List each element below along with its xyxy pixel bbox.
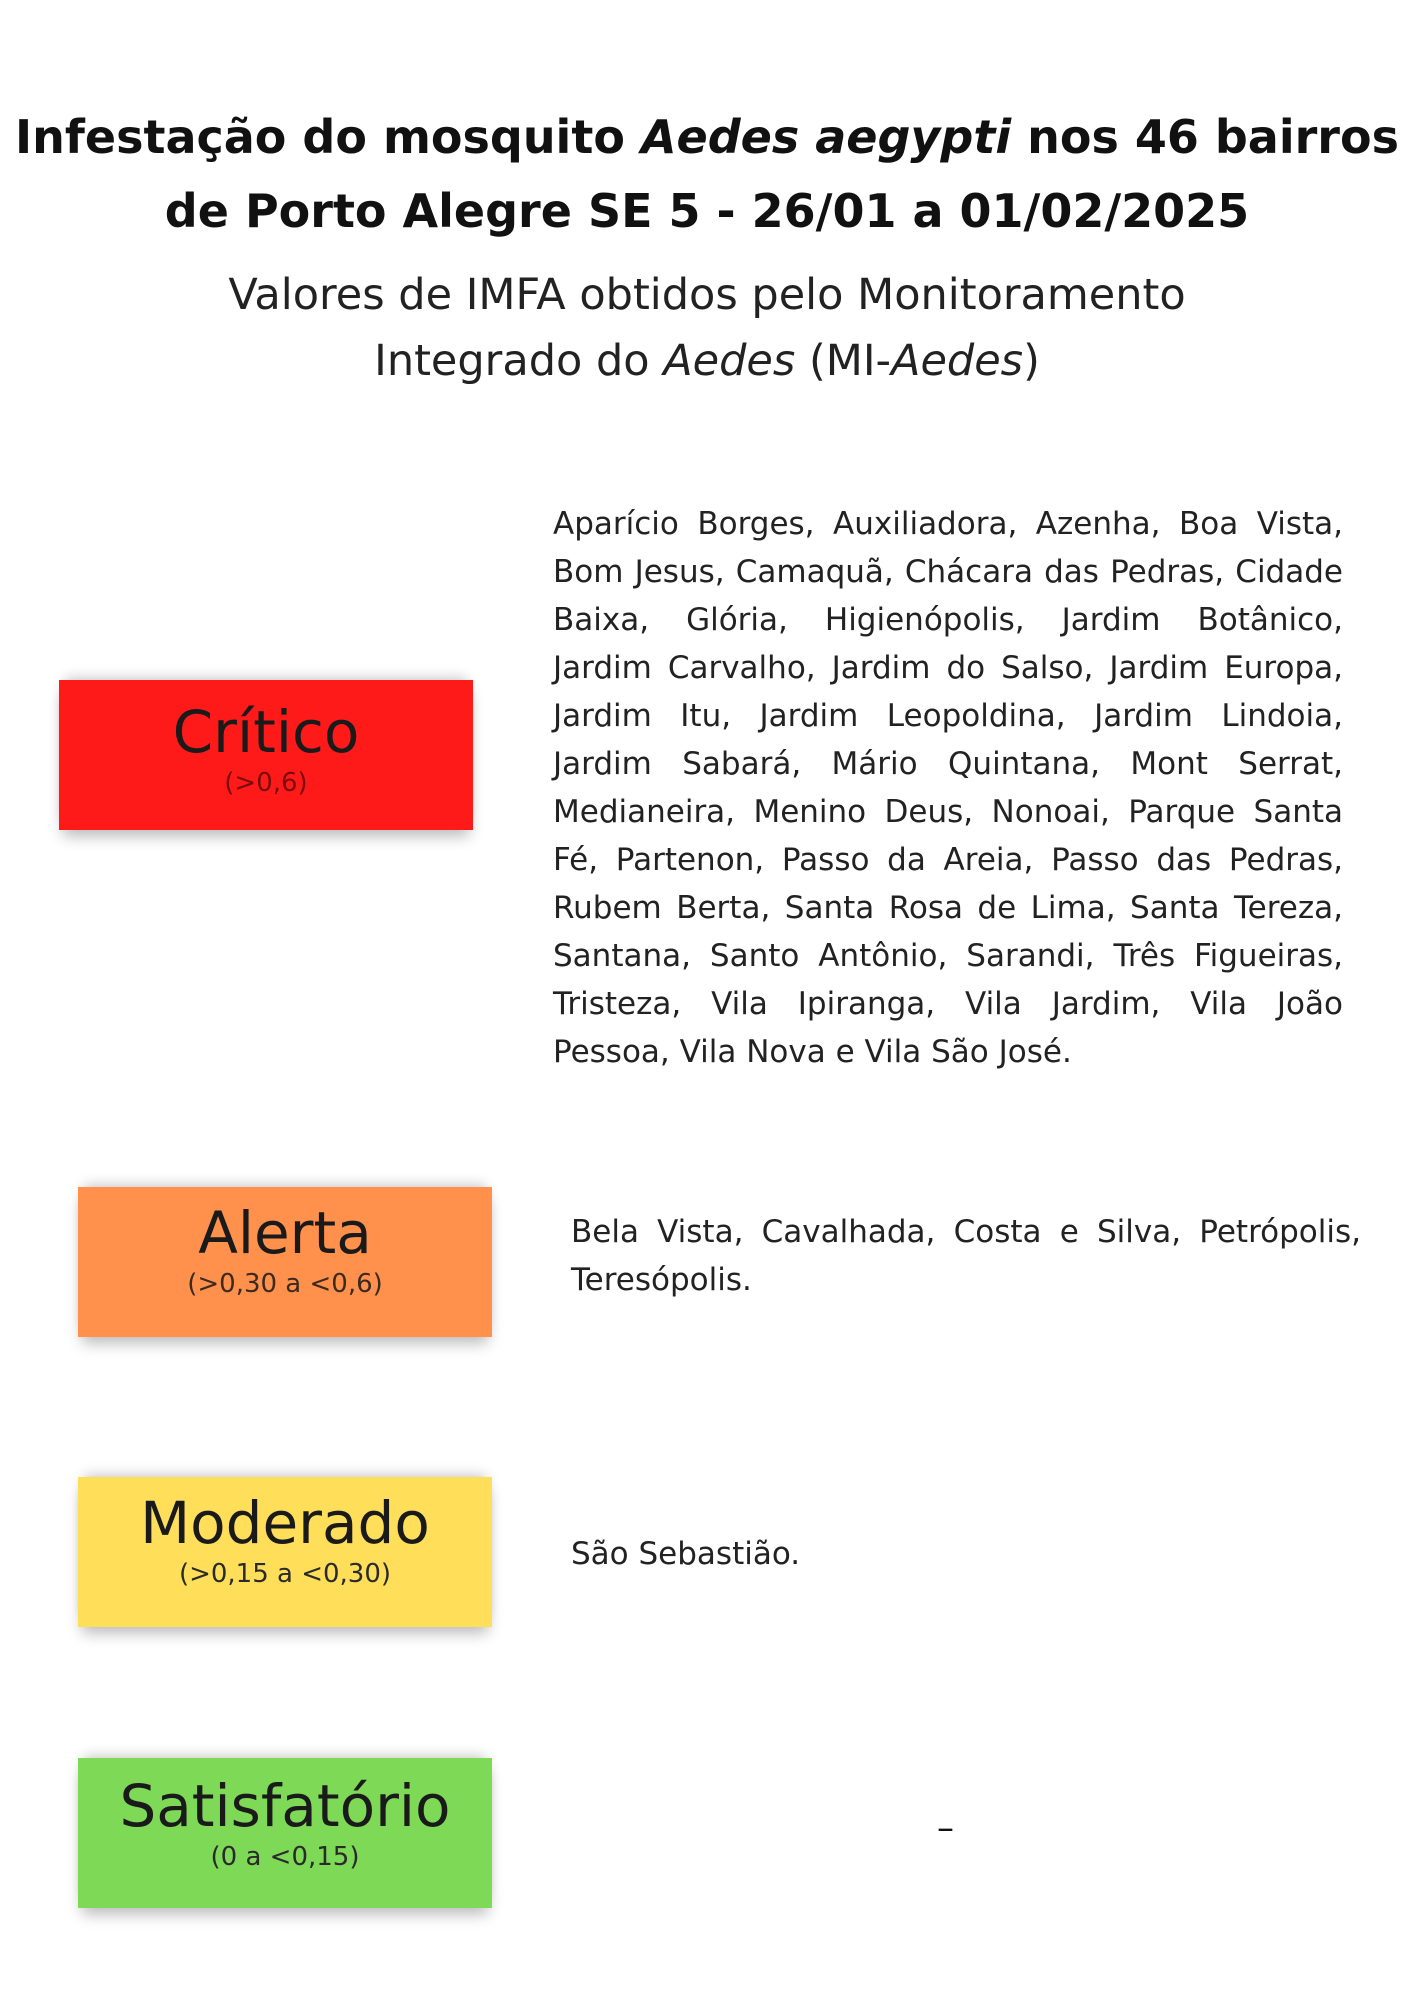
level-label-satisfatorio [78,1758,492,1908]
level-label-moderado [78,1477,492,1627]
level-range: (>0,15 a <0,30) [178,1559,392,1589]
districts-critico: Aparício Borges, Auxiliadora, Azenha, Boa Vista, Bom Jesus, Camaquã, Chácara das Pedras, Cidade Baixa, Glória, Higienópolis, Jardim Botânico, Jardim Carvalho, Jardim do Salso, Jardim Europa, Jardim Itu, Jardim Leopoldina, Jardim Lindoia, Jardim Sabará, Mário Quintana, Mont Serrat, Medianeira, Menino Deus, Nonoai, Parque Santa Fé, Partenon, Passo da Areia, Passo das Pedras, Rubem Berta, Santa Rosa de Lima, Santa Tereza, Santana, Santo Antônio, Sarandi, Três Figueiras, Tristeza, Vila Ipiranga, Vila Jardim, Vila João Pessoa, Vila Nova e Vila São José. [553,506,1343,1070]
districts-alerta: Bela Vista, Cavalhada, Costa e Silva, Petrópolis, Teresópolis. [571,1214,1361,1298]
level-name: Crítico [172,698,360,766]
title-line-1: Infestação do mosquito Aedes aegypti nos 46 bairros [15,110,1399,164]
districts-moderado: São Sebastião. [571,1536,801,1572]
level-name: Alerta [198,1199,372,1267]
species-name: Aedes aegypti [640,110,1012,164]
level-range: (>0,30 a <0,6) [187,1269,383,1299]
subtitle-line-1: Valores de IMFA obtidos pelo Monitoramento [228,270,1186,320]
level-label-critico [59,680,473,830]
title-line-2: de Porto Alegre SE 5 - 26/01 a 01/02/2025 [164,184,1250,238]
page-subtitle [0,262,1414,394]
level-range: (>0,6) [224,768,308,798]
level-name: Moderado [140,1489,430,1557]
level-range: (0 a <0,15) [210,1842,360,1872]
level-label-alerta [78,1187,492,1337]
districts-satisfatorio: – [937,1808,954,1848]
level-name: Satisfatório [119,1772,451,1840]
page-title [0,100,1414,248]
subtitle-line-2: Integrado do Aedes (MI-Aedes) [374,336,1040,386]
